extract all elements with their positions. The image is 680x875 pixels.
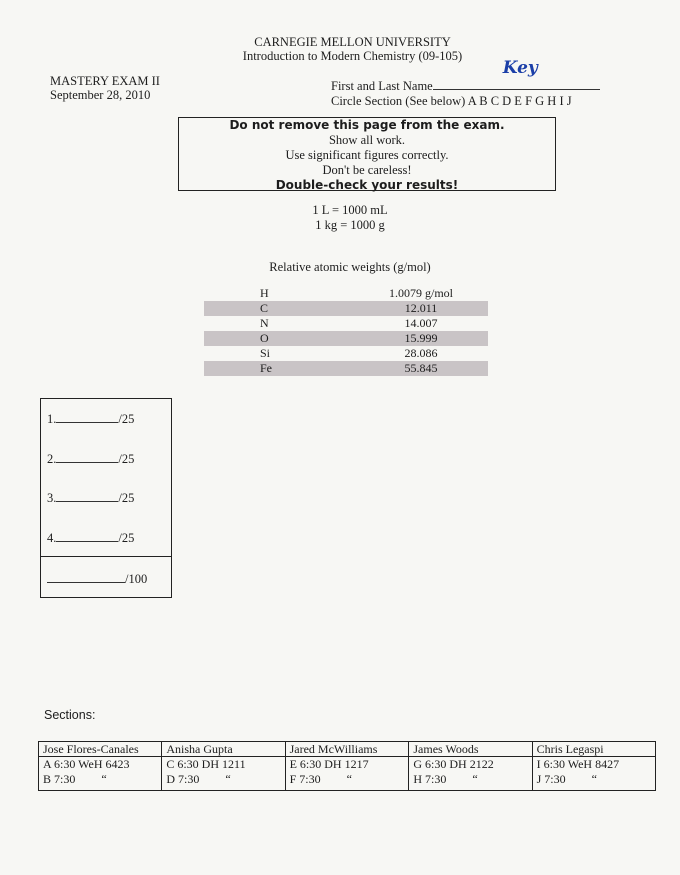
ditto-mark: “ (591, 772, 597, 786)
section-cell (285, 757, 409, 791)
element-weight: 12.011 (404, 301, 438, 315)
section-line: B 7:30 (43, 772, 76, 786)
conversion-line: 1 L = 1000 mL (312, 203, 388, 217)
exam-header (180, 35, 525, 63)
instructor-row (39, 742, 656, 757)
section-line: J 7:30 (536, 772, 566, 786)
section-cell (532, 757, 655, 791)
weight-row (204, 316, 488, 331)
question-max: /25 (118, 452, 135, 466)
element-weight: 28.086 (404, 346, 438, 360)
instruction-line: Use significant figures correctly. (285, 148, 449, 162)
section-times-row (39, 757, 656, 791)
ditto-mark: “ (346, 772, 352, 786)
instructor-name: Anisha Gupta (162, 742, 285, 757)
element-weight: 55.845 (404, 361, 438, 375)
section-line: A 6:30 WeH 6423 (43, 757, 130, 771)
name-value: Key (502, 58, 538, 78)
instructor-name: James Woods (409, 742, 532, 757)
total-max: /100 (125, 572, 148, 586)
score-row (47, 452, 134, 467)
question-max: /25 (118, 531, 135, 545)
section-cell (409, 757, 532, 791)
unit-conversions (250, 203, 450, 233)
sections-table (38, 741, 656, 791)
section-line: G 6:30 DH 2122 (413, 757, 494, 771)
score-row (47, 531, 134, 546)
instruction-line: Do not remove this page from the exam. (229, 118, 505, 132)
university-name: CARNEGIE MELLON UNIVERSITY (254, 35, 451, 49)
score-blank[interactable] (56, 412, 118, 423)
total-blank[interactable] (47, 572, 125, 583)
element-symbol: H (260, 286, 269, 300)
weight-row (204, 301, 488, 316)
exam-title: MASTERY EXAM II (50, 74, 160, 88)
element-symbol: Si (260, 346, 271, 360)
question-number: 1. (47, 412, 57, 426)
sections-label: Sections: (44, 708, 96, 722)
question-max: /25 (118, 412, 135, 426)
score-row (47, 412, 134, 427)
section-line: C 6:30 DH 1211 (166, 757, 246, 771)
weight-row (204, 346, 488, 361)
score-blank[interactable] (56, 531, 118, 542)
section-line: I 6:30 WeH 8427 (536, 757, 620, 771)
element-symbol: C (260, 301, 269, 315)
section-label: Circle Section (See below) A B C D E F G H I J (331, 94, 572, 108)
question-number: 3. (47, 491, 57, 505)
element-symbol: Fe (260, 361, 272, 375)
section-line: H 7:30 (413, 772, 447, 786)
exam-date: September 28, 2010 (50, 88, 151, 102)
name-field[interactable] (433, 58, 600, 90)
course-title: Introduction to Modern Chemistry (09-105) (242, 49, 463, 63)
section-line: F 7:30 (289, 772, 321, 786)
exam-info (50, 74, 160, 102)
instruction-line: Don't be careless! (322, 163, 412, 177)
element-weight: 14.007 (404, 316, 438, 330)
instruction-line: Show all work. (328, 133, 406, 147)
weight-row (204, 361, 488, 376)
section-line: E 6:30 DH 1217 (289, 757, 369, 771)
element-weight: 15.999 (404, 331, 438, 345)
ditto-mark: “ (472, 772, 478, 786)
section-cell (162, 757, 285, 791)
score-blank[interactable] (56, 452, 118, 463)
element-weight: 1.0079 g/mol (388, 286, 453, 300)
instruction-line: Double-check your results! (275, 178, 459, 192)
atomic-weights-table (204, 286, 488, 376)
element-symbol: N (260, 316, 269, 330)
total-row (47, 572, 147, 587)
atomic-weights-title: Relative atomic weights (g/mol) (269, 260, 431, 274)
name-area (331, 58, 621, 109)
score-row (47, 491, 134, 506)
question-number: 2. (47, 452, 57, 466)
ditto-mark: “ (225, 772, 231, 786)
name-label: First and Last Name (331, 79, 433, 93)
question-max: /25 (118, 491, 135, 505)
score-divider (41, 556, 171, 557)
instructor-name: Jose Flores-Canales (39, 742, 162, 757)
weight-row (204, 331, 488, 346)
instructor-name: Chris Legaspi (532, 742, 655, 757)
instructions-box (178, 117, 556, 191)
question-number: 4. (47, 531, 57, 545)
ditto-mark: “ (101, 772, 107, 786)
score-box (40, 398, 172, 598)
score-blank[interactable] (56, 491, 118, 502)
conversion-line: 1 kg = 1000 g (315, 218, 385, 232)
section-cell (39, 757, 162, 791)
element-symbol: O (260, 331, 269, 345)
instructor-name: Jared McWilliams (285, 742, 409, 757)
weight-row (204, 286, 488, 301)
section-line: D 7:30 (166, 772, 200, 786)
